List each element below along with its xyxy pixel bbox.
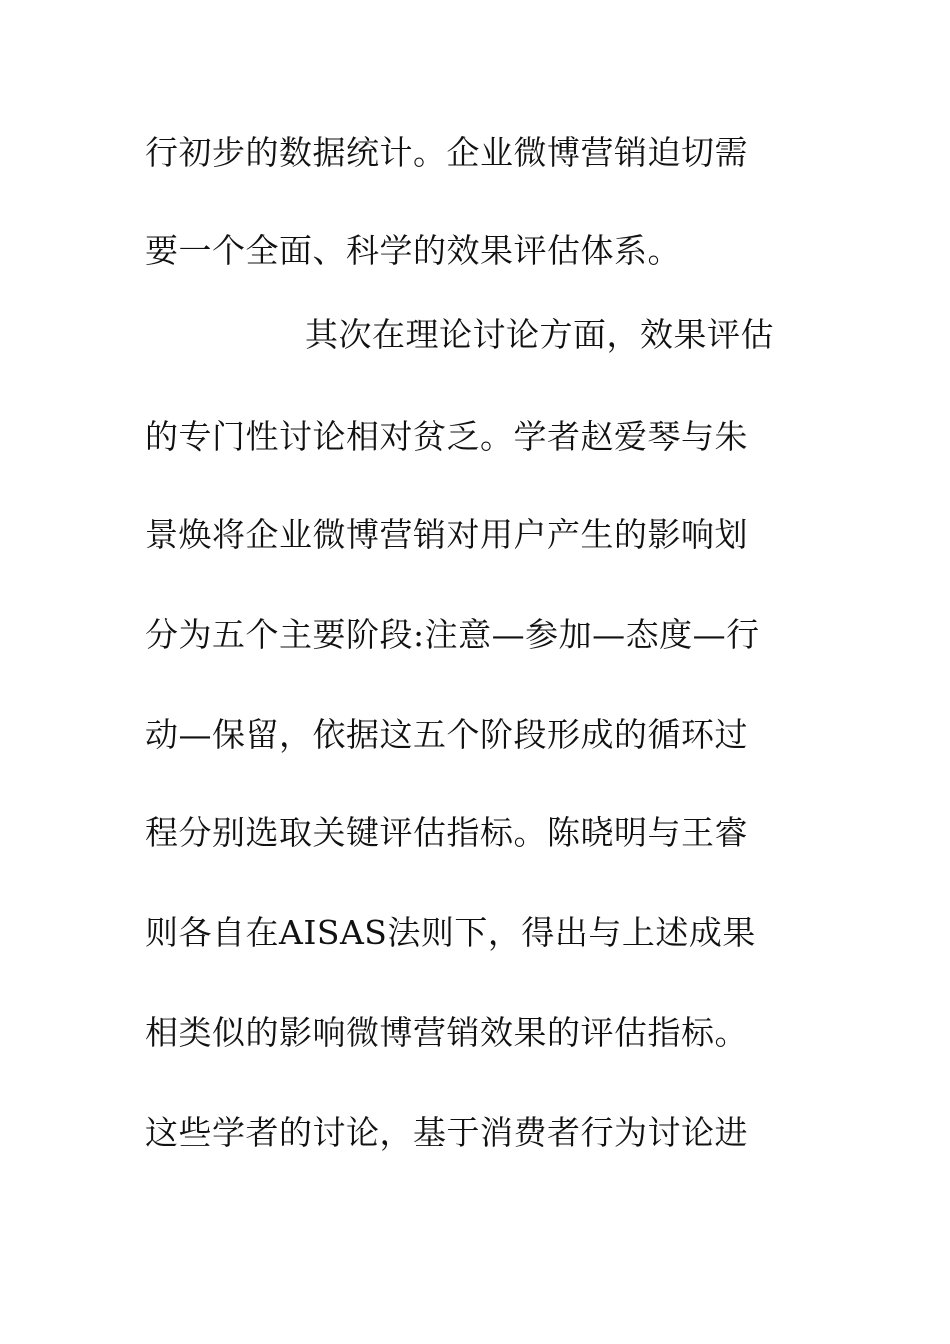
text-line: 行初步的数据统计。企业微博营销迫切需 [145, 133, 748, 172]
text-line: 程分别选取关键评估指标。陈晓明与王睿 [145, 813, 748, 852]
text-line: 分为五个主要阶段:注意—参加—态度—行 [145, 615, 760, 654]
text-line: 相类似的影响微博营销效果的评估指标。 [145, 1013, 748, 1052]
text-line: 要一个全面、科学的效果评估体系。 [145, 231, 681, 270]
text-line: 的专门性讨论相对贫乏。学者赵爱琴与朱 [145, 417, 748, 456]
text-line: 则各自在AISAS法则下，得出与上述成果 [145, 913, 756, 952]
text-line: 这些学者的讨论，基于消费者行为讨论进 [145, 1113, 748, 1152]
paragraph-first-line: 其次在理论讨论方面，效果评估 [305, 315, 774, 354]
text-line: 动—保留，依据这五个阶段形成的循环过 [145, 715, 748, 754]
text-line: 景焕将企业微博营销对用户产生的影响划 [145, 515, 748, 554]
